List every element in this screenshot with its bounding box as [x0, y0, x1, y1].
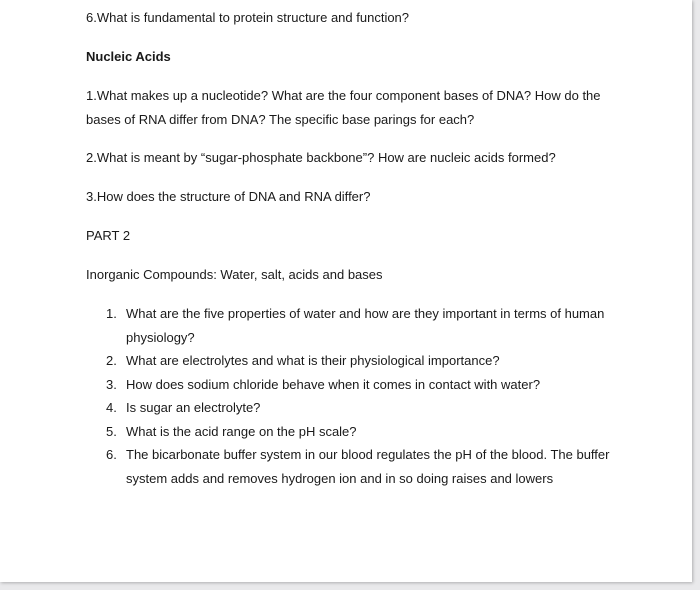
list-item-text: What are electrolytes and what is their physiological importance?	[126, 353, 500, 368]
list-number: 6.	[106, 447, 117, 462]
question-sugar-phosphate: 2.What is meant by “sugar-phosphate backbone”? How are nucleic acids formed?	[86, 150, 556, 165]
list-item-text: How does sodium chloride behave when it comes in contact with water?	[126, 376, 541, 392]
list-number: 2.	[106, 353, 117, 368]
list-number: 5.	[106, 423, 117, 439]
list-item-text: What are the five properties of water and how are they important in terms of human physiology?	[126, 306, 605, 345]
inorganic-question-list	[86, 302, 626, 490]
question-nucleotide: 1.What makes up a nucleotide? What are the four component bases of DNA? How do the bases of RNA differ from DNA? The specific base parings for each?	[86, 88, 601, 127]
list-number: 3.	[106, 376, 117, 392]
question-dna-rna-structure: 3.How does the structure of DNA and RNA differ?	[86, 189, 371, 204]
list-number: 4.	[106, 400, 117, 415]
list-item-text: What is the acid range on the pH scale?	[126, 423, 357, 439]
list-item	[86, 396, 626, 420]
section-heading-nucleic-acids: Nucleic Acids	[86, 49, 171, 64]
list-item	[86, 349, 626, 373]
list-item	[86, 373, 626, 397]
list-item	[86, 302, 626, 349]
list-item	[86, 420, 626, 444]
list-item-text: Is sugar an electrolyte?	[126, 400, 261, 415]
list-number: 1.	[106, 306, 117, 321]
part-label: PART 2	[86, 228, 131, 243]
question-protein-structure: 6.What is fundamental to protein structure and function?	[86, 10, 410, 25]
inorganic-heading: Inorganic Compounds: Water, salt, acids and bases	[86, 267, 383, 282]
list-item	[86, 443, 626, 490]
list-item-text: The bicarbonate buffer system in our blood regulates the pH of the blood. The buffer system adds and removes hydrogen ion and in so doing raises and lowers	[126, 447, 610, 486]
